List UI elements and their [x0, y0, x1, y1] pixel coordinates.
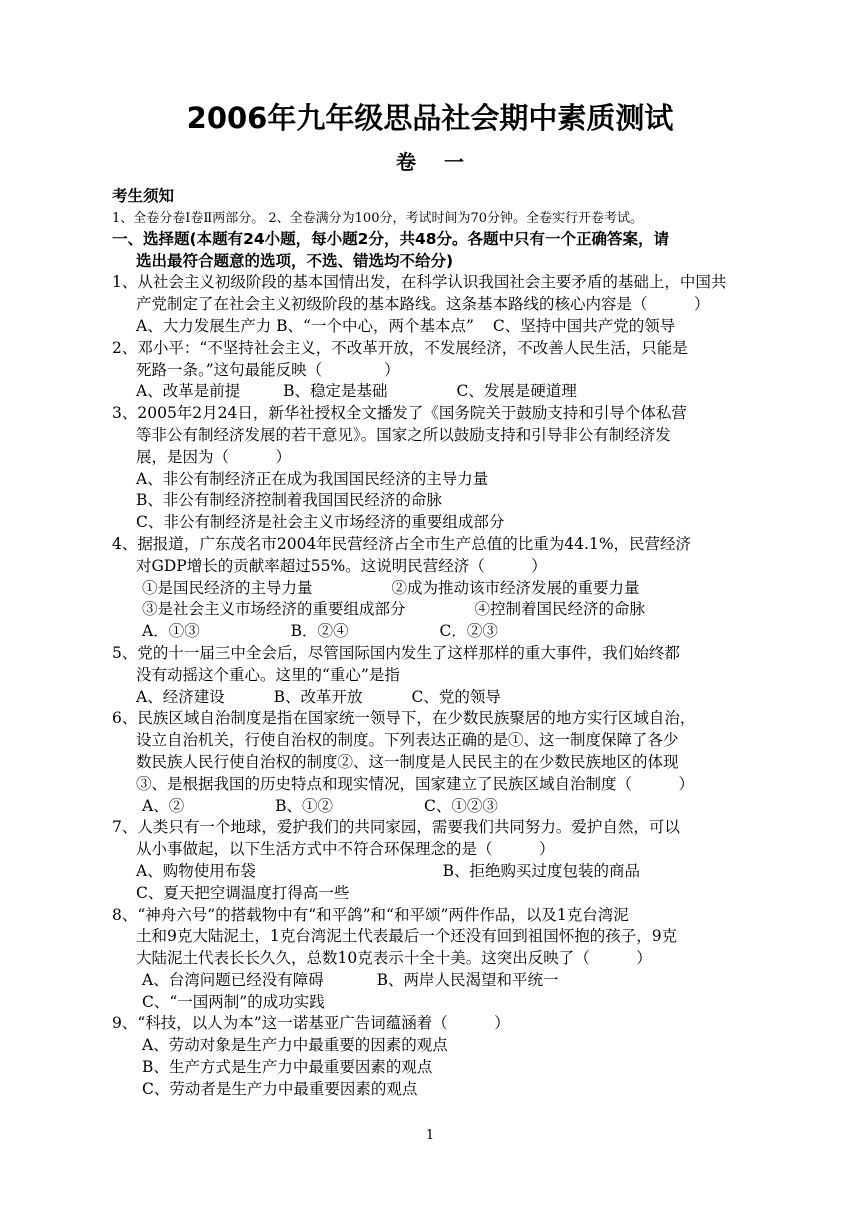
option: A、经济建设 [136, 687, 225, 706]
question-text: 对GDP增长的贡献率超过55%。这说明民营经济（ ） [136, 556, 547, 575]
question-text: 设立自治机关，行使自治权的制度。下列表达正确的是①、这一制度保障了各少 [136, 731, 679, 750]
question-options [112, 687, 752, 709]
question-text: 3、2005年2月24日，新华社授权全文播发了《国务院关于鼓励支持和引导个体私营 [112, 404, 687, 423]
statement: ①是国民经济的主导力量 [142, 578, 313, 597]
option: A、台湾问题已经没有障碍 [142, 970, 324, 989]
question-text: 2、邓小平：“不坚持社会主义，不改革开放，不发展经济，不改善人民生活，只能是 [112, 338, 688, 357]
question-text: 死路一条。”这句最能反映（ ） [136, 360, 400, 379]
question-text: 4、据报道，广东茂名市2004年民营经济占全市生产总值的比重为44.1%，民营经济 [112, 534, 692, 553]
notice-text: 1、全卷分卷Ⅰ卷Ⅱ两部分。 2、全卷满分为100分，考试时间为70分钟。全卷实行开卷考试。 [112, 210, 644, 226]
question-options [112, 316, 752, 338]
question-statements [112, 578, 752, 600]
question-text: 5、党的十一届三中全会后，尽管国际国内发生了这样那样的重大事件，我们始终都 [112, 643, 680, 662]
question-text: 7、人类只有一个地球，爱护我们的共同家园，需要我们共同努力。爱护自然，可以 [112, 818, 680, 837]
option: B、改革开放 [273, 687, 363, 706]
option: C、党的领导 [411, 687, 501, 706]
statement: ④控制着国民经济的命脉 [474, 600, 645, 619]
question-text: 展，是因为（ ） [136, 447, 292, 466]
question-text: 数民族人民行使自治权的制度②、这一制度是人民民主的在少数民族地区的体现 [136, 752, 679, 771]
option: B、拒绝购买过度包装的商品 [442, 861, 641, 880]
option: C、夏天把空调温度打得高一些 [136, 883, 350, 902]
question-text: 大陆泥土代表长长久久，总数10克表示十全十美。这突出反映了（ ） [136, 949, 652, 968]
question-options [112, 621, 752, 643]
option: A、购物使用布袋 [136, 861, 256, 880]
option: B、两岸人民渴望和平统一 [376, 970, 559, 989]
option: B、①② [275, 796, 334, 815]
question-options [112, 970, 752, 992]
question-text: 没有动摇这个重心。这里的“重心”是指 [136, 665, 400, 684]
option: A、非公有制经济正在成为我国国民经济的主导力量 [136, 469, 489, 488]
option: A、大力发展生产力 [136, 316, 272, 335]
option: B．②④ [290, 622, 349, 641]
question-statements [112, 599, 752, 621]
question-text: 6、民族区域自治制度是指在国家统一领导下，在少数民族聚居的地方实行区域自治， [112, 709, 696, 728]
option: B、稳定是基础 [283, 382, 388, 401]
section-heading: 选出最符合题意的选项，不选、错选均不给分) [136, 251, 454, 270]
option: A、② [142, 796, 185, 815]
section-heading: 一、选择题(本题有24小题，每小题2分，共48分。各题中只有一个正确答案，请 [112, 229, 670, 248]
option: C．②③ [439, 622, 498, 641]
option: C、发展是硬道理 [456, 382, 577, 401]
option: A．①③ [142, 622, 200, 641]
option: A、改革是前提 [136, 382, 241, 401]
question-options [112, 796, 752, 818]
exam-content [112, 186, 752, 1101]
option: B、非公有制经济控制着我国国民经济的命脉 [136, 491, 442, 510]
question-text: 等非公有制经济发展的若干意见》。国家之所以鼓励支持和引导非公有制经济发 [136, 425, 671, 444]
option: C、非公有制经济是社会主义市场经济的重要组成部分 [136, 513, 505, 532]
question-text: 9、“科技，以人为本”这一诺基亚广告词蕴涵着（ ） [112, 1014, 510, 1033]
statement: ②成为推动该市经济发展的重要力量 [391, 578, 640, 597]
question-options [112, 381, 752, 403]
option: C、“一国两制”的成功实践 [142, 992, 325, 1011]
option: C、①②③ [423, 796, 498, 815]
option: A、劳动对象是生产力中最重要的因素的观点 [142, 1036, 448, 1055]
statement: ③是社会主义市场经济的重要组成部分 [142, 600, 406, 619]
question-text: 土和9克大陆泥土，1克台湾泥土代表最后一个还没有回到祖国怀抱的孩子，9克 [136, 927, 678, 946]
notice-heading: 考生须知 [112, 187, 175, 205]
question-text: ③、是根据我国的历史特点和现实情况，国家建立了民族区域自治制度（ ） [136, 774, 695, 793]
volume-heading: 卷 一 [396, 150, 464, 174]
option: B、“一个中心，两个基本点” [276, 316, 474, 335]
option: C、劳动者是生产力中最重要因素的观点 [142, 1079, 418, 1098]
page-number: 1 [425, 1128, 435, 1143]
question-text: 1、从社会主义初级阶段的基本国情出发，在科学认识我国社会主要矛盾的基础上，中国共 [112, 273, 727, 292]
option: B、生产方式是生产力中最重要因素的观点 [142, 1058, 433, 1077]
question-text: 8、“神舟六号”的搭载物中有“和平鸽”和“和平颂”两件作品，以及1克台湾泥 [112, 905, 629, 924]
page-title: 2006年九年级思品社会期中素质测试 [186, 101, 674, 135]
question-options [112, 861, 752, 883]
question-text: 从小事做起，以下生活方式中不符合环保理念的是（ ） [136, 840, 555, 859]
option: C、坚持中国共产党的领导 [492, 316, 676, 335]
question-text: 产党制定了在社会主义初级阶段的基本路线。这条基本路线的核心内容是（ ） [136, 295, 710, 314]
